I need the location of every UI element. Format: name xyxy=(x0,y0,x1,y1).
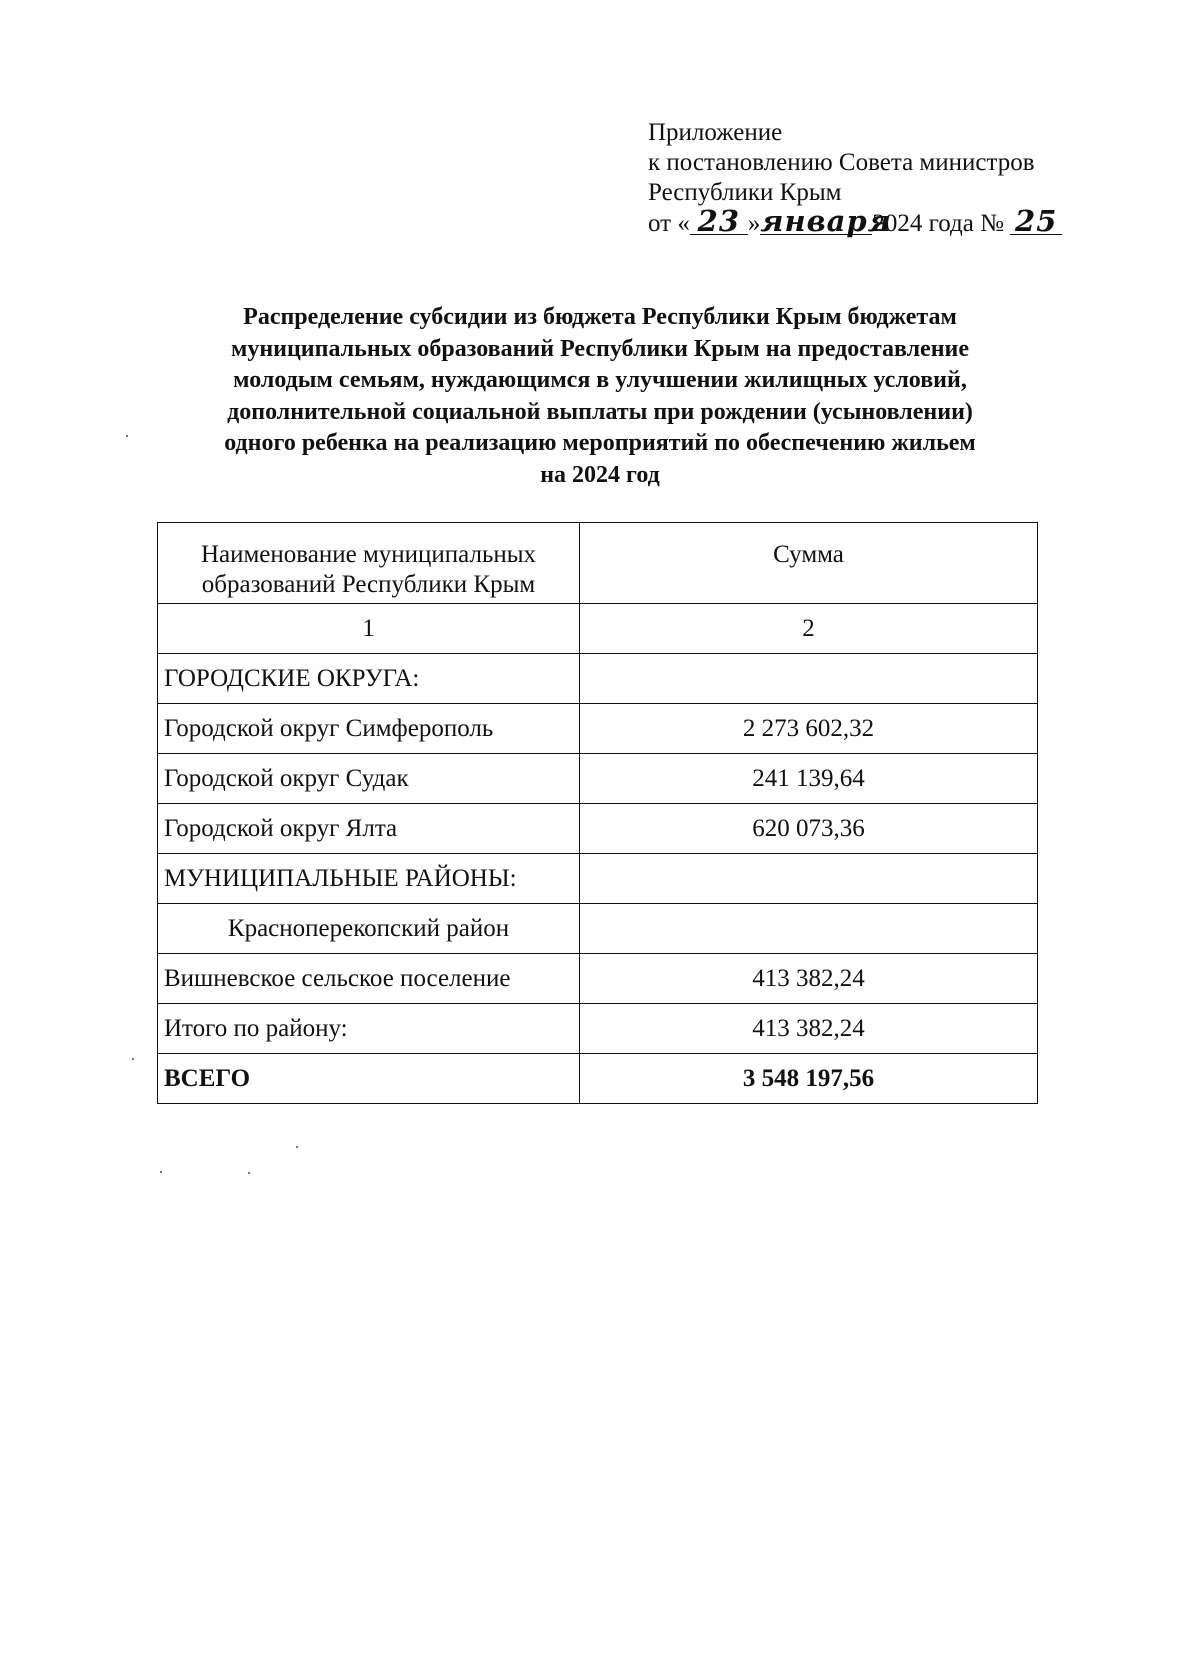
table-row xyxy=(158,904,1038,954)
row-name: Вишневское сельское поселение xyxy=(158,954,580,1004)
row-name: Итого по району: xyxy=(158,1004,580,1054)
title-line: молодым семьям, нуждающимся в улучшении жилищных условий, xyxy=(233,367,967,393)
document-title xyxy=(130,302,1070,491)
row-amount: 620 073,36 xyxy=(580,804,1038,854)
total-label: ВСЕГО xyxy=(158,1054,580,1104)
row-amount: 413 382,24 xyxy=(580,1004,1038,1054)
title-line: Распределение субсидии из бюджета Республики Крым бюджетам xyxy=(243,304,957,330)
header-municipality xyxy=(158,523,580,604)
table-total-row xyxy=(158,1054,1038,1104)
row-amount: 241 139,64 xyxy=(580,754,1038,804)
row-name: Красноперекопский район xyxy=(158,904,580,954)
table-row xyxy=(158,754,1038,804)
column-number-1: 1 xyxy=(158,604,580,654)
scan-speck xyxy=(248,1172,250,1174)
date-prefix: от « xyxy=(648,210,690,237)
header-amount: Сумма xyxy=(580,523,1038,604)
row-amount: 2 273 602,32 xyxy=(580,704,1038,754)
row-name: Городской округ Ялта xyxy=(158,804,580,854)
header-municipality-line1: Наименование муниципальных xyxy=(200,541,537,568)
row-name: ГОРОДСКИЕ ОКРУГА: xyxy=(158,654,580,704)
annex-republic: Республики Крым xyxy=(648,179,842,206)
handwritten-month: января xyxy=(760,204,892,238)
row-amount xyxy=(580,904,1038,954)
title-line: муниципальных образований Республики Крым на предоставление xyxy=(230,335,970,362)
scan-speck xyxy=(160,1171,162,1173)
title-line: дополнительной социальной выплаты при рождении (усыновлении) xyxy=(227,398,973,425)
scan-speck xyxy=(132,1058,134,1060)
handwritten-doc-number: 25 xyxy=(1010,208,1062,235)
date-suffix: 2024 года № xyxy=(872,210,1004,237)
annex-resolution: к постановлению Совета министров xyxy=(648,149,1035,176)
annex-label: Приложение xyxy=(648,119,783,146)
header-municipality-line2: образований Республики Крым xyxy=(201,571,536,598)
total-amount: 3 548 197,56 xyxy=(580,1054,1038,1104)
scan-speck xyxy=(296,1146,298,1148)
table-row xyxy=(158,854,1038,904)
scan-speck xyxy=(126,435,128,437)
row-amount xyxy=(580,654,1038,704)
row-name: МУНИЦИПАЛЬНЫЕ РАЙОНЫ: xyxy=(158,854,580,904)
table-row xyxy=(158,654,1038,704)
title-line: одного ребенка на реализацию мероприятий по обеспечению жильем xyxy=(224,430,976,456)
annex-block xyxy=(648,118,1118,239)
table-row xyxy=(158,804,1038,854)
handwritten-day: 23 xyxy=(690,208,748,235)
row-amount: 413 382,24 xyxy=(580,954,1038,1004)
column-number-2: 2 xyxy=(580,604,1038,654)
row-amount xyxy=(580,854,1038,904)
table-row xyxy=(158,1004,1038,1054)
table-row xyxy=(158,954,1038,1004)
table-row xyxy=(158,704,1038,754)
subsidy-table xyxy=(157,522,1038,1104)
table-header-row xyxy=(158,523,1038,604)
title-line: на 2024 год xyxy=(540,461,660,488)
row-name: Городской округ Судак xyxy=(158,754,580,804)
annex-date-line xyxy=(648,204,1118,239)
row-name: Городской округ Симферополь xyxy=(158,704,580,754)
table-numbering-row xyxy=(158,604,1038,654)
date-mid: » xyxy=(747,210,761,237)
